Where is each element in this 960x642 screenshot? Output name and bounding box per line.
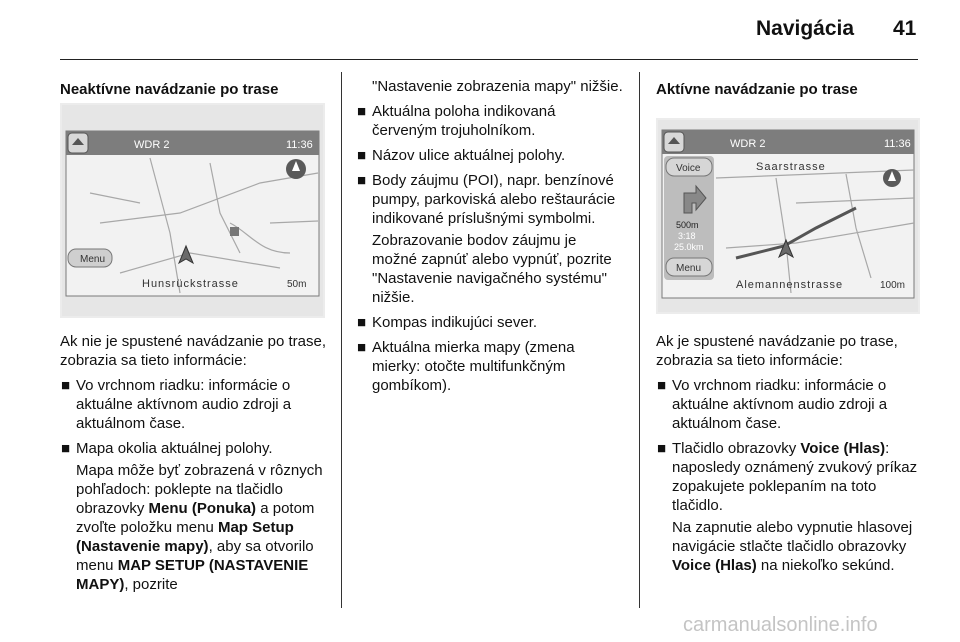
- poi-icon: [230, 227, 239, 236]
- left-column: [60, 80, 330, 99]
- page-number: 41: [893, 17, 917, 40]
- section-heading-inactive: Neaktívne navádzanie po trase: [60, 81, 279, 98]
- list-item: ■ Mapa okolia aktuálnej polohy. Mapa môže byť zobrazená v rôznych pohľadoch: poklepte na tlačidlo obrazovky Menu (Ponuka) a potom zvoľte položku menu Map Setup (Nastavenie mapy), aby sa otvorilo menu MAP SETUP (NASTAVENIE MAPY), pozrite: [60, 439, 335, 594]
- list-item-continuation: Zobrazovanie bodov záujmu je možné zapnúť alebo vypnúť, pozrite "Nastavenie navigačného systému" nižšie.: [372, 232, 612, 306]
- right-column-text: [656, 332, 931, 581]
- inactive-intro: Ak nie je spustené navádzanie po trase, zobrazia sa tieto informácie:: [60, 333, 327, 369]
- right-column: [656, 80, 926, 99]
- figure-source: WDR 2: [730, 138, 766, 150]
- street-name: Alemannenstrasse: [736, 279, 844, 291]
- list-item: ■ Aktuálna mierka mapy (zmena mierky: otočte multifunkčným gombíkom).: [357, 339, 575, 394]
- map-scale: 100m: [880, 280, 906, 291]
- list-item: ■ Tlačidlo obrazovky Voice (Hlas): naposledy oznámený zvukový príkaz zopakujete poklepaním na toto tlačidlo. Na zapnutie alebo vypnutie hlasovej navigácie stlačte tlačidlo obrazovky Voice (Hlas) na niekoľko sekúnd.: [656, 439, 931, 575]
- list-item: ■ Názov ulice aktuálnej polohy.: [357, 147, 566, 164]
- header-rule: [60, 59, 918, 60]
- section-heading-active: Aktívne navádzanie po trase: [656, 81, 858, 98]
- list-item-continuation: Na zapnutie alebo vypnutie hlasovej navigácie stlačte tlačidlo obrazovky Voice (Hlas) na niekoľko sekúnd.: [672, 519, 913, 574]
- arrival-time: 3:18: [678, 231, 696, 241]
- figure-inactive-guidance: [60, 103, 325, 318]
- top-bar: [66, 131, 319, 155]
- voice-button-label: Voice: [676, 163, 701, 174]
- list-item: ■ Kompas indikujúci sever.: [357, 314, 538, 331]
- menu-button-label: Menu: [676, 263, 702, 274]
- column-divider-2: [639, 72, 640, 608]
- list-item: ■ Body záujmu (POI), napr. benzínové pumpy, parkoviská alebo reštaurácie indikované príslušnými symbolmi. Zobrazovanie bodov záujmu je možné zapnúť alebo vypnúť, pozrite "Nastavenie navigačného systému" nižšie.: [356, 171, 624, 307]
- page-header-title: Navigácia: [756, 17, 855, 40]
- figure-source: WDR 2: [134, 139, 170, 151]
- active-intro: Ak je spustené navádzanie po trase, zobrazia sa tieto informácie:: [656, 333, 898, 369]
- list-item: ■ Aktuálna poloha indikovaná červeným trojuholníkom.: [357, 103, 556, 139]
- figure-active-guidance: [656, 118, 920, 314]
- list-item-continuation: Mapa môže byť zobrazená v rôznych pohľadoch: poklepte na tlačidlo obrazovky Menu (Ponuka) a potom zvoľte položku menu Map Setup (Nastavenie mapy), aby sa otvorilo menu MAP SETUP (NASTAVENIE MAPY), pozrite: [76, 462, 323, 593]
- list-item: ■ Vo vrchnom riadku: informácie o aktuálne aktívnom audio zdroji a aktuálnom čase.: [61, 377, 292, 432]
- watermark: carmanualsonline.info: [683, 614, 878, 636]
- street-top-name: Saarstrasse: [756, 161, 826, 173]
- next-turn-distance: 500m: [676, 220, 699, 230]
- list-item: ■ Vo vrchnom riadku: informácie o aktuálne aktívnom audio zdroji a aktuálnom čase.: [657, 377, 888, 432]
- figure-time: 11:36: [286, 139, 313, 151]
- map-scale: 50m: [287, 279, 307, 290]
- left-column-text: [60, 332, 335, 600]
- menu-button-label: Menu: [80, 254, 106, 265]
- continued-text: "Nastavenie zobrazenia mapy" nižšie.: [372, 78, 623, 95]
- middle-column: [356, 77, 624, 401]
- street-name: Hunsrückstrasse: [142, 278, 239, 290]
- column-divider-1: [341, 72, 342, 608]
- top-bar: [662, 130, 914, 154]
- remaining-distance: 25.0km: [674, 242, 704, 252]
- figure-time: 11:36: [884, 138, 911, 150]
